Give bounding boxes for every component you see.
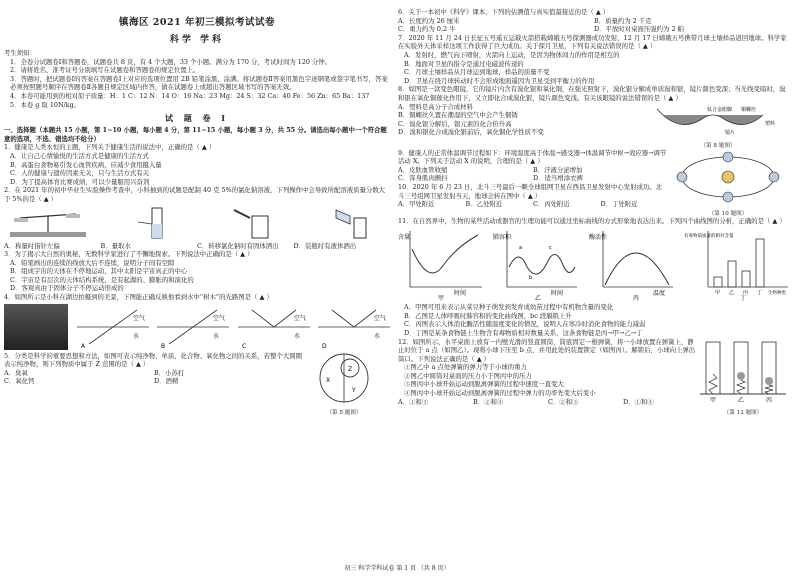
point-label: b [529,275,533,282]
ray-diagram-a [77,304,149,350]
q10-options [398,200,668,209]
q5-options [4,369,304,386]
water-label: 水 [132,332,139,340]
ray-diagram-d [318,304,390,350]
option: A．让自己心情愉悦的生活方式是健康的生活方式 [10,151,149,160]
option: A．皮肤血管收缩 [398,165,448,174]
option: D．为了提高体育比赛成绩，可以少量服用兴奋剂 [10,177,150,186]
q12-block [398,338,790,416]
x-axis-label: 时间 [551,290,564,298]
option: B．质量约为 2 千克 [594,16,652,25]
option: C．溴化银分解后，银元素的化合价升高 [398,119,512,128]
figure-caption: （第 12 题图） [723,409,763,416]
question-stem: 11．在自然界中，生物的某些活动或器官的生理功能可以通过坐标曲线的方式形象地表达出来。下列四个曲线图的分析，正确的是（ ▲ ） [398,216,786,225]
label-frame: 钛合金眼脚 [707,106,733,113]
right-column [398,8,790,558]
cylinder-figure [128,206,188,240]
statement: ④图丙中小球开始运动到脱离弹簧的过程中弹力的功率先变大后变小 [404,389,596,398]
question-stem: 6．关于一本初中《科学》课本，下列的估测值与真实值最接近的是（ ▲ ） [398,8,610,16]
q5-figure [304,352,384,416]
option: C．丙图表示人体消化酶活性随温度变化的情况，说明人在寒冷时消化食物的能力减弱 [404,320,646,329]
y-axis-label: 肺容积 [493,234,512,242]
option: A．发射时，燃气向下喷射，火箭向上运动，是因为物体间力的作用是相互的 [404,50,620,59]
q8-block [398,103,790,149]
option: D．①和④ [623,397,654,406]
z-label: Z [348,365,353,373]
option: B．乙处附近 [465,200,503,209]
option: D．适当增添衣裤 [533,174,583,183]
glasses-figure [653,103,783,137]
y-label: Y [352,386,356,394]
water-label: 水 [374,332,381,340]
category-label: 乙 [728,290,734,297]
balance-figure [4,206,92,240]
q2-figures [4,206,390,240]
notice-line: 1．全卷分试题卷Ⅰ和答题卷，试题卷共 8 页，有 4 个大题，33 个小题。满分为 170 分，考试时间为 120 分钟。 [10,57,332,66]
air-label: 空气 [213,314,226,322]
pour-figure [320,206,390,240]
question-stem: 7．2020 年 11 月 24 日长征五号遥五运载火箭搭载嫦娥五号探测器成功发射，12 月 17 日嫦娥五号携带月球土壤样品返回地球。科学家在实验外天体采样这项工作获得了巨大成功。关于探月卫星，下列有关说法错误的是（ ▲ ） [398,33,787,51]
category-label: 甲 [714,290,720,297]
q9-q10-text [398,149,668,217]
option: B．铜螺丝久置在潮湿的空气中会产生铜锈 [398,111,518,120]
option: D．平放时对桌面压强约为 2 帕 [594,25,684,34]
x-axis-label: 温度 [652,290,665,298]
q10-figure [668,149,788,217]
q12-figure [698,338,788,416]
set-circles-figure [314,352,374,404]
figure-caption: （第 10 题图） [708,210,748,217]
option: D．卫星在绕月球转动时不会形成地面遥因为卫星受到平衡力的作用 [404,76,595,85]
option: A．甲图可用来表示从菜豆种子萌发到发育成幼苗过程中有机物含量的变化 [404,303,614,312]
figure-caption: （第 5 题图） [326,409,362,416]
q12-options [398,398,698,407]
point-label: c [549,245,553,252]
q5-text [4,352,304,416]
option-label: C [241,342,246,350]
option: B．组成宇宙的天体在不停地运动，其中太阳是宇宙真正的中心 [10,267,188,276]
page-footer: 初三 科学学科试卷 第 1 页 （共 8 页） [344,565,450,572]
notice-heading: 考生须知： [4,49,36,57]
option: B．小苏打 [154,368,185,377]
x-label: X [326,376,331,384]
option: A．塑料是高分子合成材料 [398,102,473,111]
graph-name: 乙 [535,295,542,302]
statement: ③图丙中小球开始运动到脱离弹簧的过程中速度一直变大 [404,380,564,389]
option: D．丁处附近 [600,200,638,209]
question-stem: 12．如图所示，水平桌面上放有一内壁光滑的竖直圆筒，筒底固定一根弹簧，将一小球放置在弹簧上，静止时位于 a 点（如图乙）。现将小球下压至 b 点，并用此处的装置锁定（如图丙）。解锁后，小球向上弹出筒口。下列说法正确的是（ ▲ ） [398,337,696,363]
earth-orbit-figure [673,149,783,205]
graph-name: 丙 [632,295,639,302]
option: A．称量时指针左偏 [4,241,60,250]
x-axis-label: 生物种类 [767,291,786,297]
ray-diagram-c [238,304,310,350]
notice-line: 2．请将姓名、准考证号分别填写在试题卷和答题卷的规定位置上。 [10,66,200,75]
q8-figure [648,103,788,149]
notice-line: 4．本卷可能用到的相对原子质量：H：1 C：12 N：14 O：16 Na：23 Mg：24 S：32 Ca：40 Fe：56 Zn：65 Ba：137 [10,91,370,100]
graph-yi [493,227,579,301]
q9-q10-block [398,149,790,217]
option: C．丙处附近 [533,200,570,209]
option: B．高蛋白食物易引发心血管疾病，应减少食用摄入量 [10,160,162,169]
water-label: 水 [213,332,220,340]
point-label: a [519,245,523,252]
q2-options [4,242,390,251]
notice-line: 3．答题时，把试题卷Ⅰ的答案在答题卷Ⅰ上对应的选项位置用 2B 铅笔涂黑，涂满。将试题卷Ⅱ答案用黑色字迹钢笔或签字笔书写，答案必须按照题号顺序在答题卷Ⅱ各题目规定区域内作答，做在试题卷上或超出答题区域书写的答案无效。 [10,74,388,92]
option-label: D [322,342,327,350]
question-stem: 3．为了揭示大自然的奥秘，无数科学家进行了不懈地探索。下列说法中正确的是（ ▲ ） [4,250,254,259]
air-label: 空气 [293,314,306,322]
option: A．长度约为 26 厘米 [398,16,460,25]
option: D．丁图是某条食物链上生物含有毒物质相对数量关系，这条食物链是丙→甲→乙→丁 [404,328,643,337]
notice-line: 5．本卷 g 取 10N/kg。 [10,100,81,109]
option: C．月球土壤样品从月球运到地球，样品的质量不变 [404,68,550,77]
y-axis-label: 有毒物质质量的相对含量 [683,234,734,240]
spring-tubes-figure [700,338,786,404]
statement: ②图乙中圆筒对桌面的压力小于图丙中的压力 [404,371,532,380]
tube-label: 丙 [766,396,773,404]
label-plastic: 塑料 [765,120,776,127]
tube-label: 甲 [710,396,717,404]
option: D．客观真由于固体分子不停运动形成的 [10,284,124,293]
option: D．酒精 [154,377,179,386]
question-stem: 8．如图是一款变色眼镜，它的镜片内含有溴化银和氧化铜，在强光照射下，溴化银分解成单质溴和银，镜片颜色变深；当光线变暗时，溴和银在氧化铜催化作用下，又立即化合成溴化银，镜片颜色变浅。有关该眼镜的说法错误的是（ ▲ ） [398,85,786,102]
transfer-figure [224,206,284,240]
figure-caption: （第 8 题图） [700,142,736,149]
option: A．臭氧 [4,368,28,377]
question-stem: 10．2020 年 6 月 23 日，北斗三号最后一颗全球组网卫星在西昌卫星发射中心发射成功。北斗三号组网卫星发射当天，地球会转在图中（ ▲ ） [398,182,663,200]
option: B．量取水 [100,241,131,250]
option: D．装瓶时有液体洒出 [293,241,357,250]
option: C．宇宙是有层次的天体结构系统，是有起源的、膨胀的和演化的 [10,275,194,284]
category-label: 丙 [742,290,748,297]
option: A．①和③ [398,397,429,406]
option: D．溴和银化合成溴化银前后，氧化铜化学性质不变 [398,128,544,137]
graph-ding [684,227,790,301]
section-intro: 一、选择题（本题共 15 小题，第 1~10 小题，每小题 4 分，第 11~15 小题，每小题 3 分，共 55 分。请选出每小题中一个符合题意的选项，不选、错选均不给分） [4,126,387,143]
y-axis-label: 含量 [398,234,411,242]
ray-diagram-b [157,304,229,350]
q8-options [398,103,648,149]
q9-options [398,166,668,183]
option-label: A [80,342,85,350]
question-stem: 9．健康人的正常体温调节过程如下：环境温度高于体温→感受器→体温调节中枢→效应器→调节活动 X。下列关于活动 X 的说明，合理的是（ ▲ ） [398,148,667,166]
graph-name: 甲 [438,295,445,302]
q12-text [398,338,698,416]
option: C．重力约为 0.2 牛 [398,25,456,34]
option: A．甲处附近 [398,200,435,209]
q4-figures [4,304,390,350]
graph-bing [589,227,675,301]
q6-options [398,17,790,34]
graph-jia [398,227,484,301]
statement: ①图乙中 a 点处弹簧的弹力等于小球的重力 [404,363,527,372]
air-label: 空气 [374,314,387,322]
y-axis-label: 酶活性 [588,234,607,242]
exam-title: 镇海区 2021 年初三模拟考试试卷 [118,17,276,28]
question-stem: 2．在 2021 年的初中毕业生实验操作考查中，小科抽到的试题是配制 40 克 5%的氯化钠溶液，下列操作中会导致所配溶液质量分数大于 5%的是（ ▲ ） [4,186,386,203]
graph-name: 丁 [739,295,746,302]
option: C．②和③ [548,397,579,406]
question-stem: 4．如图所示是小科在湖边拍摄到的美景，下图能正确反映他看到水中“树木”的光路图是（ ▲ ） [4,293,273,302]
tube-label: 乙 [738,396,745,404]
option: C．转移氯化钠时有固体洒出 [197,241,279,250]
x-axis-label: 时间 [454,290,467,298]
label-lens: 镜片 [725,129,736,136]
q11-graphs [398,227,790,301]
option: B．汗液分泌增加 [533,165,583,174]
option: B．②和④ [473,397,504,406]
option-label: B [161,342,166,350]
option: B．乙图是人体呼吸时肺容积的变化曲线图，bc 段膈肌上升 [404,311,572,320]
q5-block [4,352,390,416]
category-label: 丁 [756,290,762,297]
question-stem: 5．分类是科学的重要思想和方法，如图可表示纯净物、单质、化合物、氧化物之间的关系，若整个大圆圈表示纯净物，则下列物质中属于 Z 范围的是（ ▲ ） [4,351,303,369]
question-stem: 1．健康是人类永恒的主题，下列关于健康生活的说法中，正确的是（ ▲ ） [4,143,216,152]
option: A．铅笔画出的连续的线放大后不连续，说明分子间有空隙 [10,258,175,267]
left-column [4,8,390,558]
lake-photo [4,304,68,350]
option: C．浑身肌肉颤抖 [398,174,448,183]
label-screw: 铜螺丝 [741,106,757,113]
section-title: 试 题 卷 Ⅰ [164,113,230,124]
option: C．人的健康与遗传因素无关，只与生活方式有关 [10,169,150,178]
air-label: 空气 [132,314,145,322]
water-label: 水 [293,332,300,340]
option: C．氧化钙 [4,377,35,386]
exam-subject: 科学 学科 [169,35,225,45]
option: B．地面对卫星的指令是通过电磁波传递的 [404,59,524,68]
